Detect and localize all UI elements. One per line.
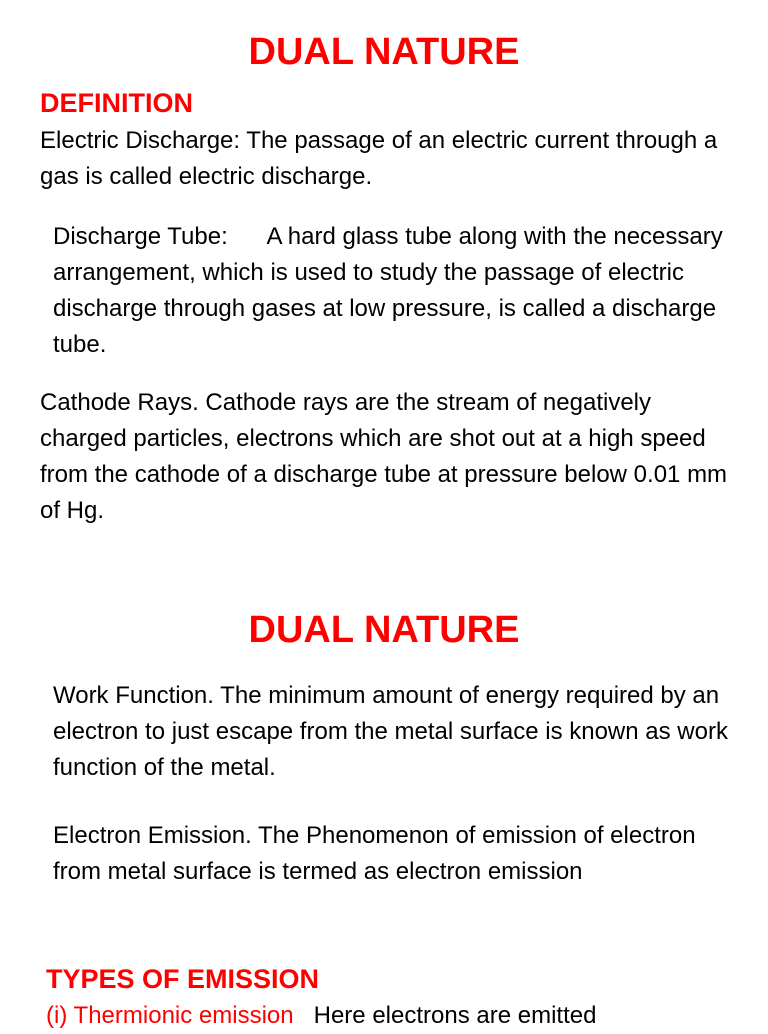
slide-title: DUAL NATURE	[248, 31, 520, 73]
discharge-tube-paragraph: Discharge Tube: A hard glass tube along with the necessary arrangement, which is used to study the passage of electric discharge through gases at low pressure, is called a discharge tube.	[53, 223, 730, 358]
slide-title: DUAL NATURE	[248, 609, 520, 651]
types-of-emission-heading: TYPES OF EMISSION	[46, 964, 320, 994]
electron-emission-paragraph: Electron Emission. The Phenomenon of emission of electron from metal surface is termed as electron emission	[53, 822, 696, 885]
thermionic-emission-label: (i) Thermionic emission	[46, 1002, 294, 1029]
thermionic-emission-line	[46, 998, 596, 1034]
work-function-paragraph: Work Function. The minimum amount of energy required by an electron to just escape from the metal surface is known as work function of the metal.	[53, 682, 728, 781]
thermionic-emission-text: Here electrons are emitted	[293, 1002, 597, 1029]
electric-discharge-paragraph: Electric Discharge: The passage of an electric current through a gas is called electric discharge.	[40, 127, 718, 190]
cathode-rays-paragraph: Cathode Rays. Cathode rays are the stream of negatively charged particles, electrons which are shot out at a high speed from the cathode of a discharge tube at pressure below 0.01 mm of Hg.	[40, 389, 728, 524]
definition-heading: DEFINITION	[40, 88, 193, 118]
slide-emission	[0, 590, 768, 1029]
